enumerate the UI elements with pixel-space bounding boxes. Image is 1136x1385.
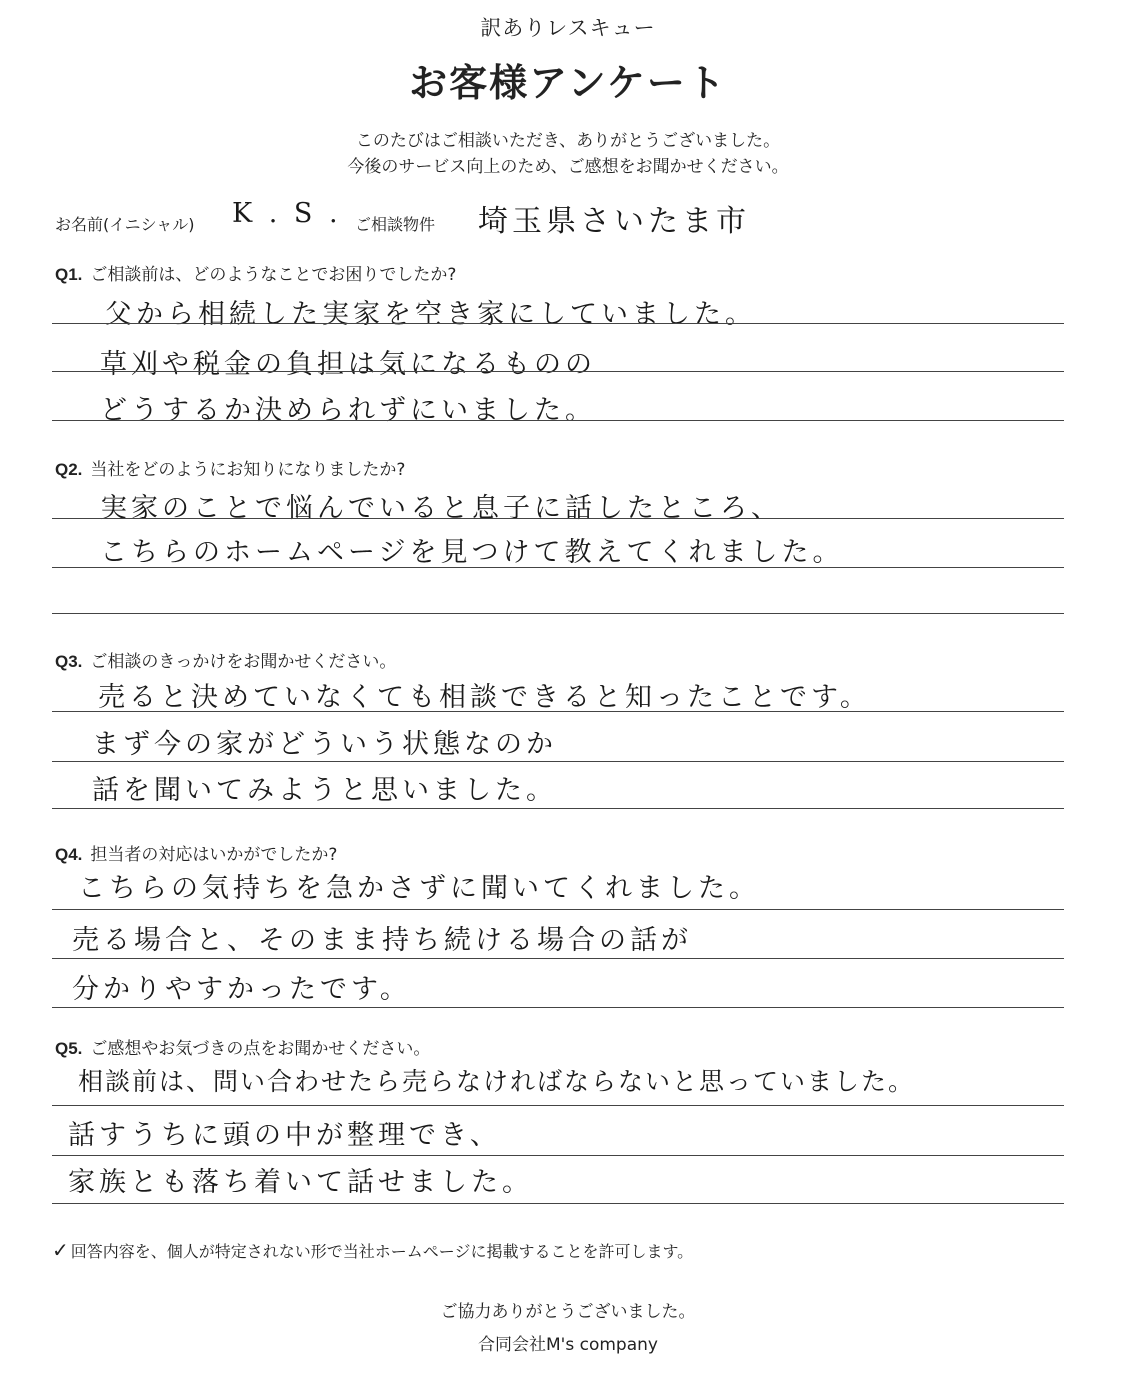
q4-rule-1 — [52, 909, 1064, 910]
consent-text: 回答内容を、個人が特定されない形で当社ホームページに掲載することを許可します。 — [70, 1242, 694, 1261]
q5-answer-line-1: 相談前は、問い合わせたら売らなければならないと思っていました。 — [78, 1067, 916, 1096]
q1-answer-line-3: どうするか決められずにいました。 — [100, 395, 596, 426]
question-3-text: ご相談のきっかけをお聞かせください。 — [90, 652, 397, 672]
property-label: ご相談物件 — [355, 215, 436, 234]
q1-answer-line-1: 父から相続した実家を空き家にしていました。 — [105, 299, 756, 330]
question-5-number: Q5. — [55, 1039, 83, 1058]
q4-rule-3 — [52, 1007, 1064, 1008]
question-3 — [55, 647, 396, 672]
q4-answer-line-2: 売る場合と、そのまま持ち続ける場合の話が — [72, 925, 692, 956]
q2-rule-2 — [52, 567, 1064, 568]
q5-rule-1 — [52, 1105, 1064, 1106]
q1-rule-3 — [52, 420, 1064, 421]
q4-answer-line-3: 分かりやすかったです。 — [72, 974, 411, 1005]
intro-line-1: このたびはご相談いただき、ありがとうございました。 — [355, 131, 781, 151]
question-4-text: 担当者の対応はいかがでしたか? — [90, 845, 338, 865]
q3-rule-2 — [52, 761, 1064, 762]
question-4 — [55, 840, 337, 865]
q3-rule-1 — [52, 711, 1064, 712]
question-1 — [55, 260, 456, 285]
brand-name: 訳ありレスキュー — [480, 16, 656, 40]
q5-answer-line-2: 話すうちに頭の中が整理でき、 — [68, 1120, 501, 1151]
q1-answer-line-2: 草刈や税金の負担は気になるものの — [100, 349, 596, 380]
q3-answer-line-2: まず今の家がどういう状態なのか — [92, 729, 557, 760]
q1-rule-2 — [52, 371, 1064, 372]
q2-answer-line-2: こちらのホームページを見つけて教えてくれました。 — [100, 537, 844, 568]
question-3-number: Q3. — [55, 652, 83, 671]
q4-rule-2 — [52, 958, 1064, 959]
question-5-text: ご感想やお気づきの点をお聞かせください。 — [90, 1039, 431, 1059]
q2-rule-3 — [52, 613, 1064, 614]
q2-rule-1 — [52, 518, 1064, 519]
q3-answer-line-3: 話を聞いてみようと思いました。 — [92, 775, 557, 806]
intro-line-2: 今後のサービス向上のため、ご感想をお聞かせください。 — [347, 157, 789, 177]
question-1-number: Q1. — [55, 265, 83, 284]
page-title: お客様アンケート — [409, 61, 727, 105]
question-4-number: Q4. — [55, 845, 83, 864]
company-name: 合同会社M's company — [478, 1335, 658, 1355]
q4-answer-line-1: こちらの気持ちを急かさずに聞いてくれました。 — [78, 873, 760, 904]
q1-rule-1 — [52, 323, 1064, 324]
q5-answer-line-3: 家族とも落ち着いて話せました。 — [68, 1167, 533, 1198]
question-5 — [55, 1034, 430, 1059]
property-value: 埼玉県さいたま市 — [478, 204, 750, 239]
question-2 — [55, 455, 405, 480]
consent-checkbox[interactable]: ✓ — [52, 1238, 69, 1262]
question-2-number: Q2. — [55, 460, 83, 479]
q3-answer-line-1: 売ると決めていなくても相談できると知ったことです。 — [98, 682, 871, 713]
question-2-text: 当社をどのようにお知りになりましたか? — [90, 460, 406, 480]
question-1-text: ご相談前は、どのようなことでお困りでしたか? — [90, 265, 457, 285]
q3-rule-3 — [52, 808, 1064, 809]
q2-answer-line-1: 実家のことで悩んでいると息子に話したところ、 — [100, 493, 782, 524]
name-value: K . S . — [232, 198, 342, 229]
q5-rule-2 — [52, 1155, 1064, 1156]
name-label: お名前(イニシャル) — [55, 215, 195, 234]
thanks-text: ご協力ありがとうございました。 — [440, 1302, 696, 1322]
intro-text — [0, 128, 1136, 180]
consent-row — [52, 1238, 693, 1262]
q5-rule-3 — [52, 1203, 1064, 1204]
